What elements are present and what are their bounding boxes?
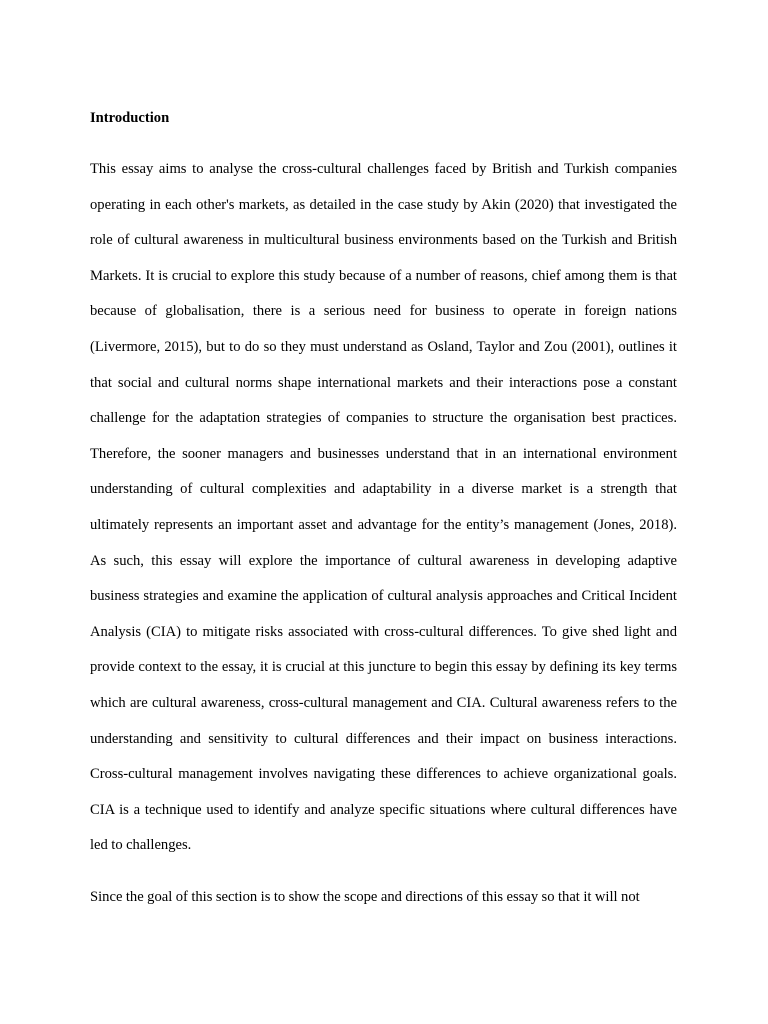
section-heading: Introduction — [90, 110, 170, 126]
body-paragraph: Since the goal of this section is to show the scope and directions of this essay so that it will not — [90, 889, 640, 905]
body-paragraph: This essay aims to analyse the cross-cultural challenges faced by British and Turkish companies operating in each other's markets, as detailed in the case study by Akin (2020) that investigated the role of cultural awareness in multicultural business environments based on the Turkish and British Markets. It is crucial to explore this study because of a number of reasons, chief among them is that because of globalisation, there is a serious need for business to operate in foreign nations (Livermore, 2015), but to do so they must understand as Osland, Taylor and Zou (2001), outlines it that social and cultural norms shape international markets and their interactions pose a constant challenge for the adaptation strategies of companies to structure the organisation best practices. Therefore, the sooner managers and businesses understand that in an international environment understanding of cultural complexities and adaptability in a diverse market is a strength that ultimately represents an important asset and advantage for the entity’s management (Jones, 2018). As such, this essay will explore the importance of cultural awareness in developing adaptive business strategies and examine the application of cultural analysis approaches and Critical Incident Analysis (CIA) to mitigate risks associated with cross-cultural differences. To give shed light and provide context to the essay, it is crucial at this juncture to begin this essay by defining its key terms which are cultural awareness, cross-cultural management and CIA. Cultural awareness refers to the understanding and sensitivity to cultural differences and their impact on business interactions. Cross-cultural management involves navigating these differences to achieve organizational goals. CIA is a technique used to identify and analyze specific situations where cultural differences have led to challenges. — [90, 161, 677, 854]
